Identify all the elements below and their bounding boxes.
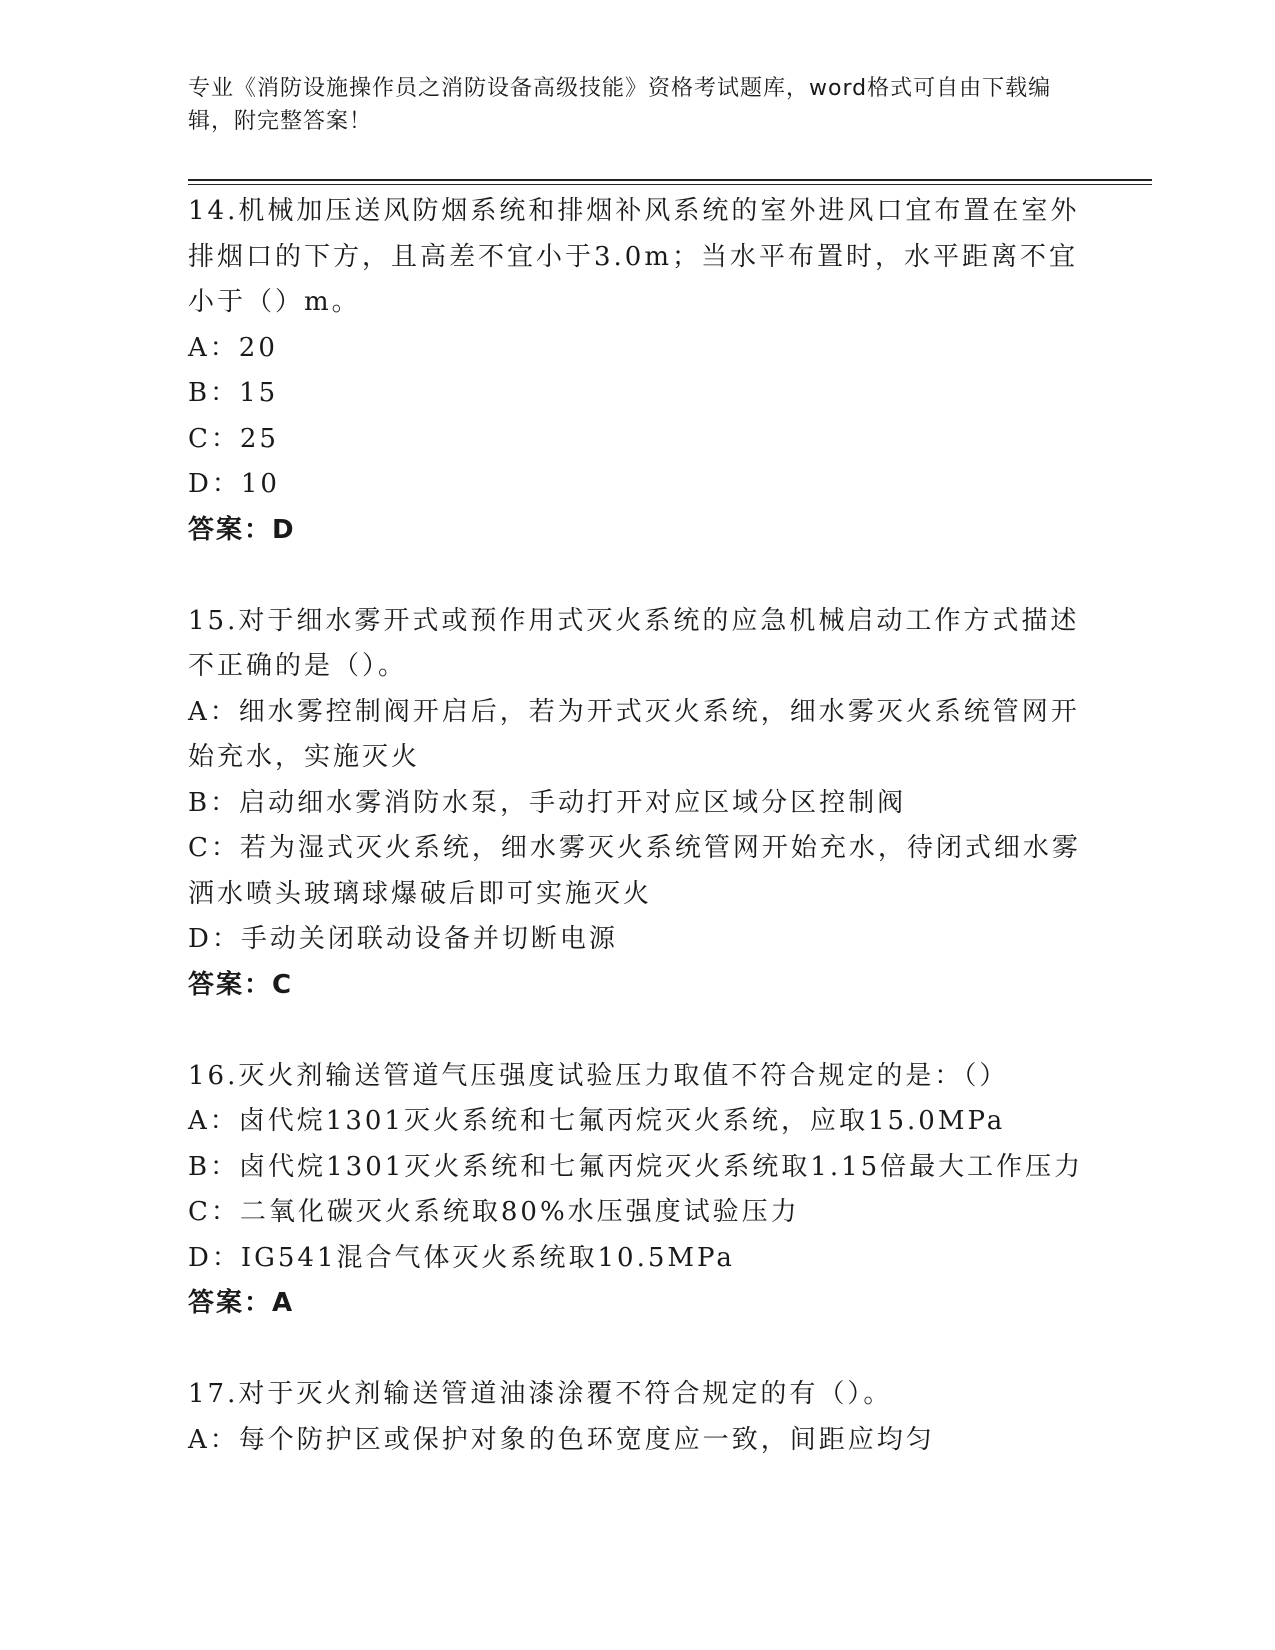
question-stem: 16.灭火剂输送管道气压强度试验压力取值不符合规定的是：（） — [188, 1060, 1009, 1091]
option-b: B：卤代烷1301灭火系统和七氟丙烷灭火系统取1.15倍最大工作压力 — [188, 1151, 1084, 1182]
option-a: A：细水雾控制阀开启后，若为开式灭火系统，细水雾灭火系统管网开始充水，实施灭火 — [188, 696, 1080, 772]
option-d: D：10 — [188, 469, 280, 499]
option-b: B：启动细水雾消防水泵，手动打开对应区域分区控制阀 — [188, 787, 907, 818]
answer: 答案：C — [188, 969, 294, 1000]
question-17 — [188, 1372, 1088, 1463]
option-c: C：若为湿式灭火系统，细水雾灭火系统管网开始充水，待闭式细水雾洒水喷头玻璃球爆破后即可实施灭火 — [188, 833, 1081, 909]
answer: 答案：D — [188, 514, 296, 545]
option-c: C：25 — [188, 423, 279, 454]
option-c: C：二氧化碳灭火系统取80%水压强度试验压力 — [188, 1197, 800, 1227]
answer: 答案：A — [188, 1288, 295, 1318]
question-16 — [188, 1054, 1088, 1327]
question-15 — [188, 599, 1088, 1009]
option-a: A：每个防护区或保护对象的色环宽度应一致，间距应均匀 — [188, 1424, 935, 1455]
option-a: A：20 — [188, 332, 278, 363]
question-stem: 14.机械加压送风防烟系统和排烟补风系统的室外进风口宜布置在室外排烟口的下方，且高差不宜小于3.0m；当水平布置时，水平距离不宜小于（）m。 — [188, 196, 1080, 317]
option-b: B：15 — [188, 378, 279, 408]
question-list — [188, 189, 1088, 1509]
document-header: 专业《消防设施操作员之消防设备高级技能》资格考试题库，word格式可自由下载编辑，附完整答案！ — [188, 76, 1052, 134]
option-d: D：手动关闭联动设备并切断电源 — [188, 924, 618, 954]
header-rule-thick — [188, 179, 1152, 181]
question-stem: 15.对于细水雾开式或预作用式灭火系统的应急机械启动工作方式描述不正确的是（）。 — [188, 605, 1080, 681]
question-14 — [188, 189, 1088, 553]
option-a: A：卤代烷1301灭火系统和七氟丙烷灭火系统，应取15.0MPa — [188, 1106, 1006, 1136]
question-stem: 17.对于灭火剂输送管道油漆涂覆不符合规定的有（）。 — [188, 1379, 893, 1409]
option-d: D：IG541混合气体灭火系统取10.5MPa — [188, 1242, 735, 1273]
header-rule-thin — [188, 184, 1152, 185]
